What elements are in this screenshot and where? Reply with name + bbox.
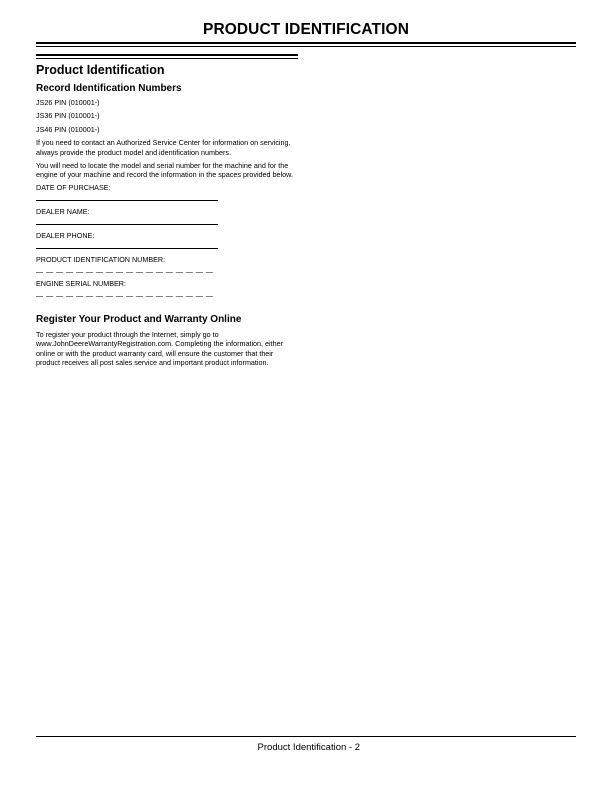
dealer-phone-blank [36,240,218,249]
page-footer: Product Identification - 2 [257,742,360,753]
column-rule-thin [36,58,298,59]
model-line: JS26 PIN (010001-) [36,98,100,107]
product-id-number-blank: — — — — — — — — — — — — — — — — — — [36,266,214,276]
engine-serial-number-label: ENGINE SERIAL NUMBER: [36,278,126,288]
date-of-purchase-blank [36,192,218,201]
contact-paragraph: If you need to contact an Authorized Service Center for information on servicing, always provide the product model and identification numbers. [36,138,291,157]
date-of-purchase-label: DATE OF PURCHASE: [36,182,111,192]
model-line: JS36 PIN (010001-) [36,111,100,121]
page-title: PRODUCT IDENTIFICATION [203,21,409,38]
section-heading: Product Identification [36,63,165,77]
register-paragraph: To register your product through the Internet, simply go to www.JohnDeereWarrantyRegistration.com. Completing the information, either online or with the product warranty card, will ensure the customer that their product receives all post sales service and important product information. [36,329,284,368]
register-heading: Register Your Product and Warranty Online [36,313,242,325]
product-id-number-label: PRODUCT IDENTIFICATION NUMBER: [36,254,166,264]
header-rule-thick [36,42,576,44]
dealer-name-blank [36,216,218,225]
model-line: JS46 PIN (010001-) [36,124,100,134]
section-subheading: Record Identification Numbers [36,83,182,94]
main-column [36,63,298,370]
engine-serial-number-blank: — — — — — — — — — — — — — — — — — — [36,290,214,300]
locate-paragraph: You will need to locate the model and serial number for the machine and for the engine of your machine and record the information in the spaces provided below. [36,161,293,180]
footer-rule [36,736,576,737]
dealer-phone-label: DEALER PHONE: [36,230,95,240]
dealer-name-label: DEALER NAME: [36,206,90,216]
column-rule-thick [36,54,298,56]
header-rule-thin [36,46,576,47]
register-section [36,313,298,368]
